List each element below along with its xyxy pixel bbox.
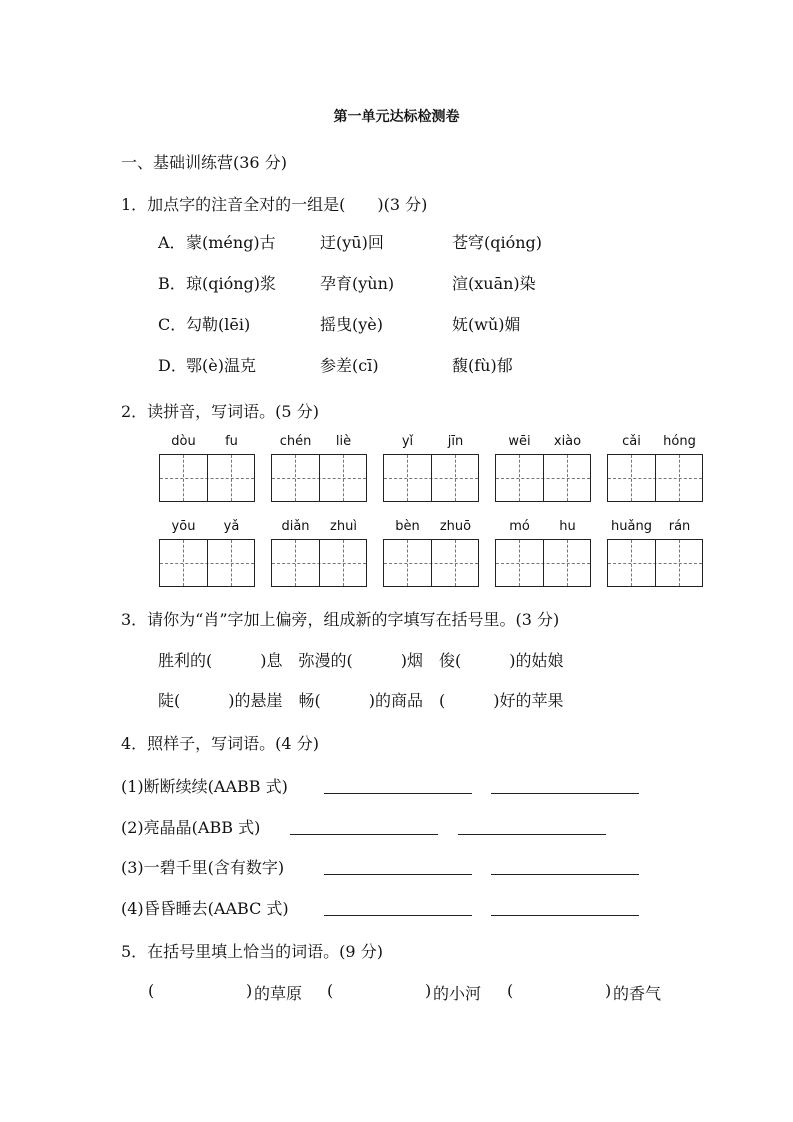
pinyin-label: huǎng	[611, 519, 652, 534]
q1-option-label: D．	[158, 356, 187, 375]
pinyin-label: mó	[509, 519, 530, 534]
q3-stem: 3．请你为“肖”字加上偏旁，组成新的字填写在括号里。(3 分)	[121, 610, 560, 629]
q1-option-label: A．	[158, 233, 186, 252]
pinyin-label: yǎ	[223, 519, 240, 534]
q1-option-word: 鄂(è)温克	[186, 356, 256, 375]
close-paren: )	[246, 981, 253, 1000]
q4-item: (1)断断续续(AABB 式)	[121, 777, 288, 796]
pinyin-row-1	[159, 434, 707, 454]
open-paren: (	[327, 981, 334, 1000]
answer-line[interactable]	[324, 779, 472, 794]
q1-option-word: 馥(fù)郁	[452, 356, 513, 375]
writing-box[interactable]	[159, 454, 255, 502]
q1-option-word: 摇曳(yè)	[320, 315, 383, 334]
open-paren: (	[148, 981, 155, 1000]
q1-option-word: 参差(cī)	[320, 356, 379, 375]
answer-line[interactable]	[324, 860, 472, 875]
pinyin-label: dòu	[171, 434, 196, 449]
answer-line[interactable]	[290, 820, 438, 835]
answer-line[interactable]	[324, 901, 472, 916]
answer-line[interactable]	[491, 779, 639, 794]
q5-item: 的草原	[254, 984, 303, 1003]
q1-option-label: B．	[158, 274, 186, 293]
close-paren: )	[425, 981, 432, 1000]
q4-stem: 4．照样子，写词语。(4 分)	[121, 734, 319, 753]
pinyin-label: fu	[225, 434, 238, 449]
writing-box[interactable]	[271, 539, 367, 587]
q2-stem: 2．读拼音，写词语。(5 分)	[121, 402, 319, 421]
pinyin-label: xiào	[553, 434, 582, 449]
pinyin-label: hu	[559, 519, 576, 534]
q1-stem: 1．加点字的注音全对的一组是( )(3 分)	[121, 195, 428, 214]
section-heading: 一、基础训练营(36 分)	[121, 153, 287, 172]
pinyin-label: wēi	[508, 434, 531, 449]
pinyin-label: yōu	[171, 519, 196, 534]
q1-option-word: 渲(xuān)染	[452, 274, 536, 293]
writing-box[interactable]	[271, 454, 367, 502]
writing-box[interactable]	[383, 539, 479, 587]
q1-option-word: 蒙(méng)古	[186, 233, 276, 252]
pinyin-row-2	[159, 519, 707, 539]
q5-item: 的小河	[433, 984, 482, 1003]
q4-item: (2)亮晶晶(ABB 式)	[121, 818, 261, 837]
q1-option-word: 迂(yū)回	[320, 233, 384, 252]
answer-line[interactable]	[458, 820, 606, 835]
writing-box[interactable]	[495, 454, 591, 502]
q4-item: (4)昏昏睡去(AABC 式)	[121, 899, 289, 918]
answer-line[interactable]	[491, 860, 639, 875]
q5-item: 的香气	[613, 984, 662, 1003]
open-paren: (	[507, 981, 514, 1000]
q3-line-2: 陡( )的悬崖 畅( )的商品 ( )好的苹果	[158, 691, 564, 710]
close-paren: )	[605, 981, 612, 1000]
pinyin-label: zhuì	[330, 519, 357, 534]
pinyin-label: hóng	[663, 434, 696, 449]
writing-box[interactable]	[607, 454, 703, 502]
pinyin-label: cǎi	[622, 434, 641, 449]
q1-option-word: 妩(wǔ)媚	[452, 315, 521, 334]
writing-box[interactable]	[383, 454, 479, 502]
pinyin-label: chén	[279, 434, 312, 449]
pinyin-label: yǐ	[401, 434, 414, 449]
q1-option-label: C．	[158, 315, 187, 334]
pinyin-label: diǎn	[281, 519, 310, 534]
pinyin-label: jīn	[447, 434, 464, 449]
writing-box[interactable]	[607, 539, 703, 587]
q4-item: (3)一碧千里(含有数字)	[121, 858, 285, 877]
page-title: 第一单元达标检测卷	[333, 109, 460, 125]
pinyin-label: rán	[668, 519, 691, 534]
pinyin-label: liè	[335, 434, 352, 449]
q3-line-1: 胜利的( )息 弥漫的( )烟 俊( )的姑娘	[158, 651, 564, 670]
q5-stem: 5．在括号里填上恰当的词语。(9 分)	[121, 942, 383, 961]
q1-option-word: 苍穹(qióng)	[452, 233, 543, 252]
answer-line[interactable]	[491, 901, 639, 916]
q1-option-word: 琼(qióng)浆	[186, 274, 277, 293]
pinyin-label: zhuō	[439, 519, 472, 534]
q1-option-word: 勾勒(lēi)	[186, 315, 251, 334]
writing-box[interactable]	[159, 539, 255, 587]
q1-option-word: 孕育(yùn)	[320, 274, 395, 293]
writing-box[interactable]	[495, 539, 591, 587]
pinyin-label: bèn	[395, 519, 420, 534]
